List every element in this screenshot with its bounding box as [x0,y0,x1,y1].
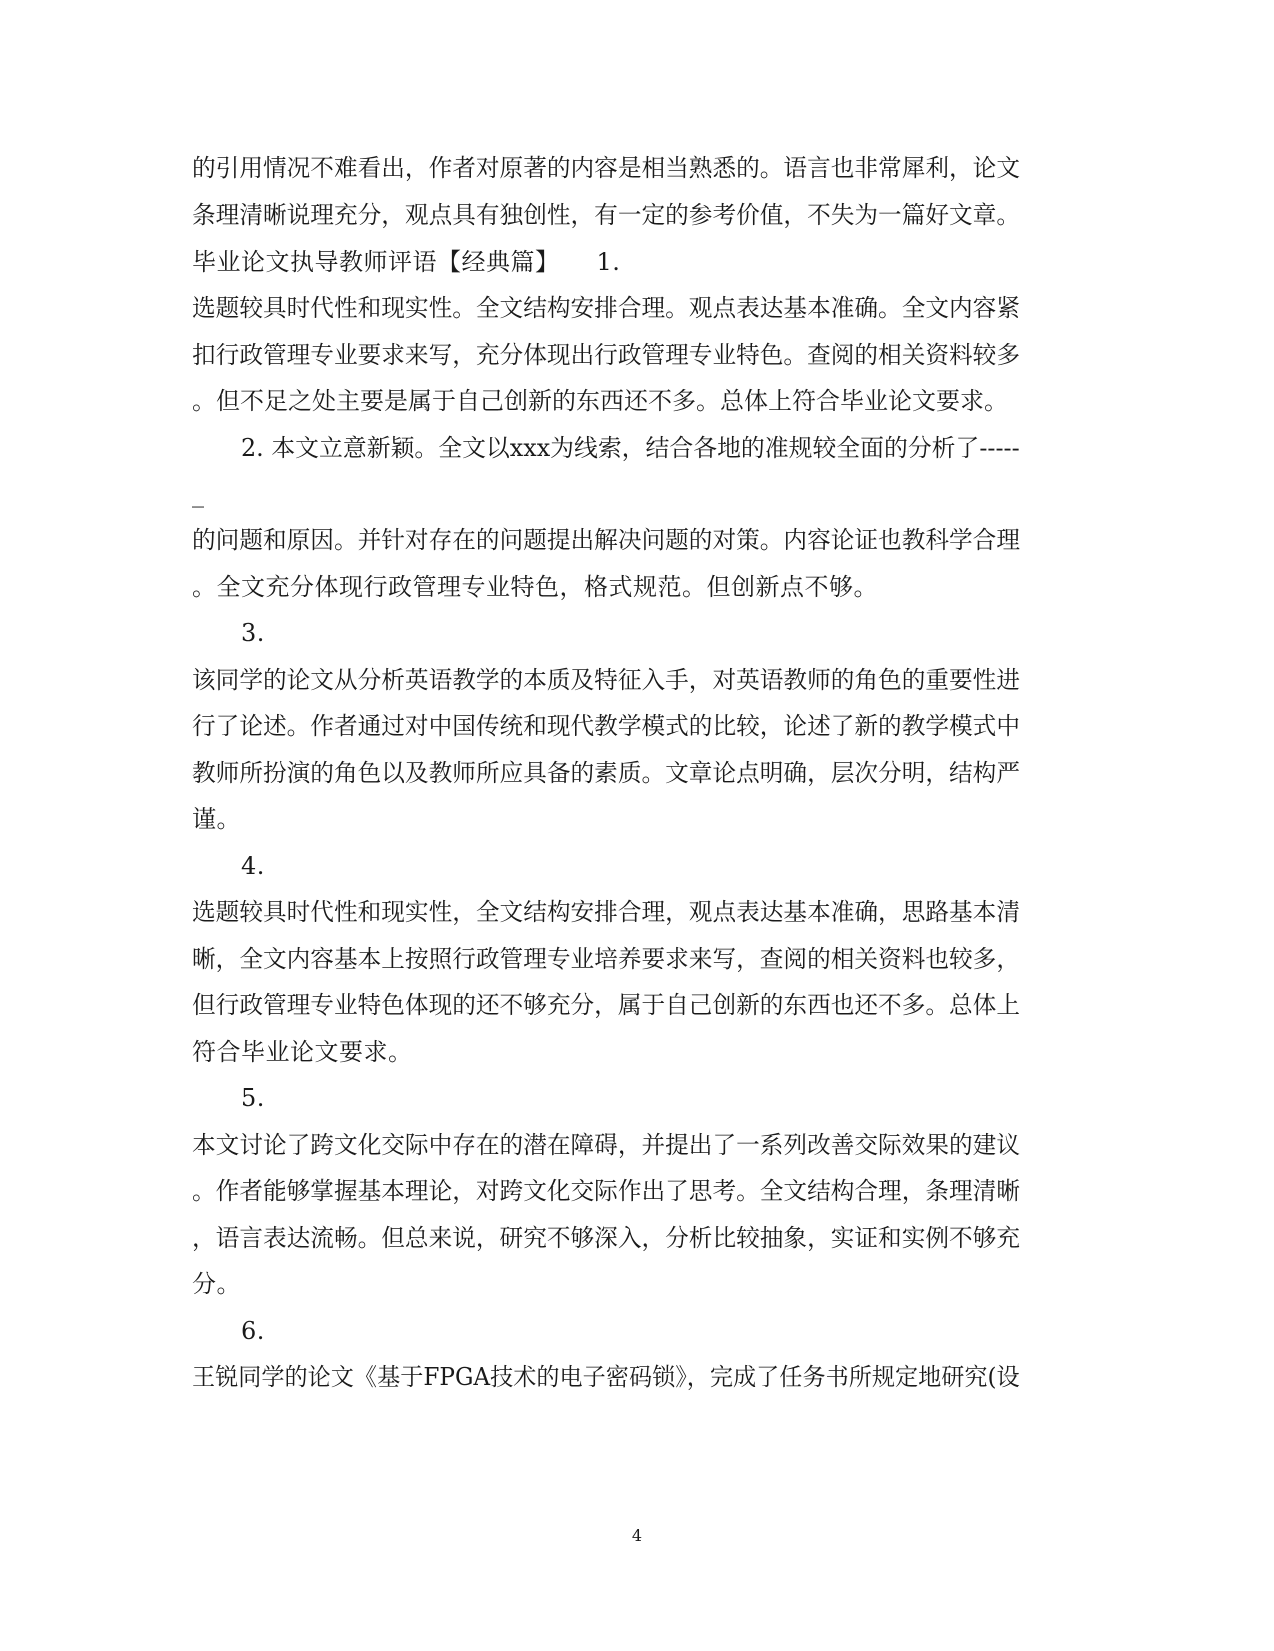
text-line: 选题较具时代性和现实性。全文结构安排合理。观点表达基本准确。全文内容紧 [192,294,1020,322]
item-number: 5. [241,1084,265,1112]
item-number: 6. [241,1317,265,1345]
item-number: 4. [241,852,265,880]
text-line: 分。 [192,1270,241,1298]
text-line: 。作者能够掌握基本理论，对跨文化交际作出了思考。全文结构合理，条理清晰 [192,1177,1020,1205]
text-line: 的引用情况不难看出，作者对原著的内容是相当熟悉的。语言也非常犀利，论文 [192,154,1020,182]
text-line: 的问题和原因。并针对存在的问题提出解决问题的对策。内容论证也教科学合理 [192,526,1020,554]
text-line: 行了论述。作者通过对中国传统和现代教学模式的比较，论述了新的教学模式中 [192,712,1020,740]
text-line: 谨。 [192,805,241,833]
page-number: 4 [631,1526,643,1545]
text-line: 选题较具时代性和现实性，全文结构安排合理，观点表达基本准确，思路基本清 [192,898,1020,926]
text-line: 符合毕业论文要求。 [192,1038,413,1066]
text-line: 晰，全文内容基本上按照行政管理专业培养要求来写，查阅的相关资料也较多， [192,945,1020,973]
text-line: ，语言表达流畅。但总来说，研究不够深入，分析比较抽象，实证和实例不够充 [192,1224,1020,1252]
text-line: 。但不足之处主要是属于自己创新的东西还不多。总体上符合毕业论文要求。 [192,387,1008,415]
text-line: 但行政管理专业特色体现的还不够充分，属于自己创新的东西也还不多。总体上 [192,991,1020,1019]
text-line: 本文讨论了跨文化交际中存在的潜在障碍，并提出了一系列改善交际效果的建议 [192,1131,1020,1159]
section-heading: 毕业论文执导教师评语【经典篇】 1. [192,248,621,276]
text-line: 扣行政管理专业要求来写，充分体现出行政管理专业特色。查阅的相关资料较多 [192,341,1020,369]
item-number: 3. [241,619,265,647]
text-line: 该同学的论文从分析英语教学的本质及特征入手，对英语教师的角色的重要性进 [192,666,1020,694]
text-line: 王锐同学的论文《基于FPGA技术的电子密码锁》，完成了任务书所规定地研究(设 [192,1363,1020,1391]
text-line: 2. 本文立意新颖。全文以xxx为线索，结合各地的准规较全面的分析了----- [241,434,1020,462]
text-line: _ [192,480,205,508]
text-line: 条理清晰说理充分，观点具有独创性，有一定的参考价值，不失为一篇好文章。 [192,201,1020,229]
text-line: 教师所扮演的角色以及教师所应具备的素质。文章论点明确，层次分明，结构严 [192,759,1020,787]
text-line: 。全文充分体现行政管理专业特色，格式规范。但创新点不够。 [192,573,878,601]
